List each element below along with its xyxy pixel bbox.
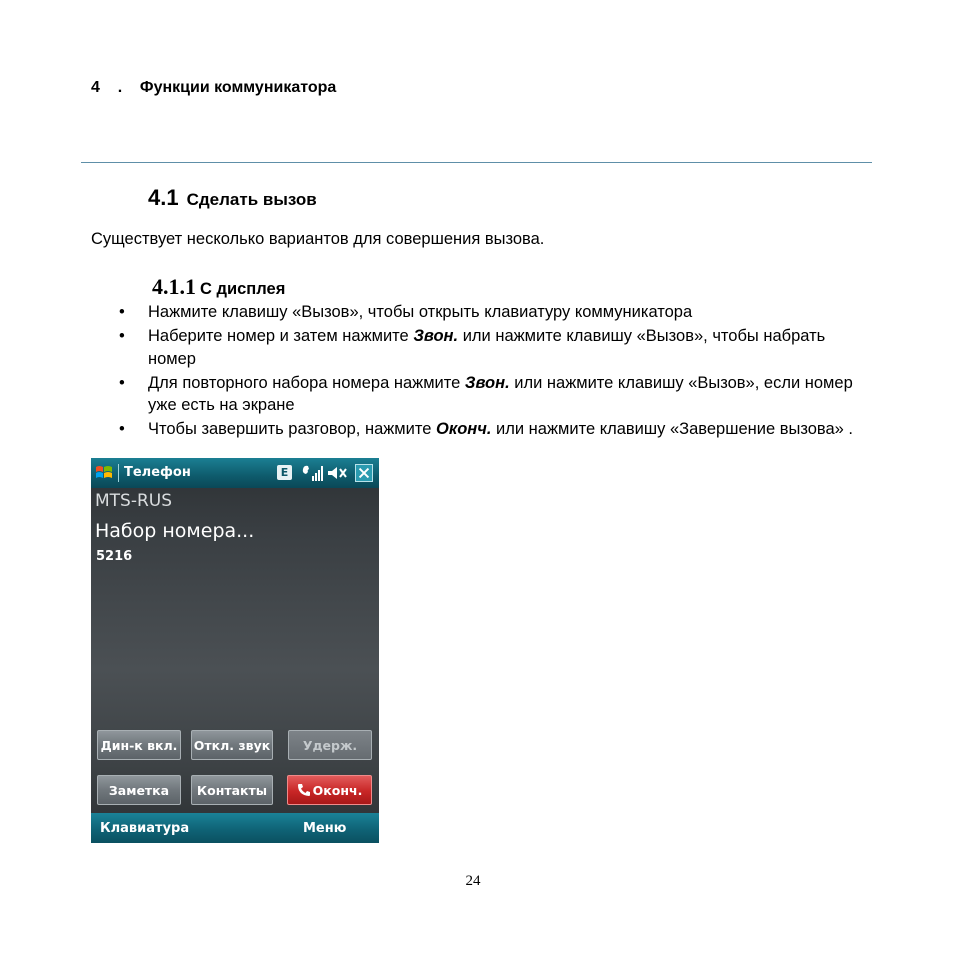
instruction-list [118,301,864,442]
section-title: Сделать вызов [186,190,317,209]
section-heading [148,185,317,211]
subsection-heading [152,274,285,300]
mute-button[interactable]: Откл. звук [191,730,273,760]
subsection-title: С дисплея [200,280,286,298]
phone-handset-icon [297,783,311,797]
emphasis-call: Звон. [464,373,510,392]
chapter-title: Функции коммуникатора [139,79,337,96]
emphasis-call: Звон. [413,327,459,345]
speaker-button[interactable]: Дин-к вкл. [97,730,181,760]
dialed-number: 5216 [96,549,133,564]
list-item: • Чтобы завершить разговор, нажмите Оконч. или нажмите клавишу «Завершение вызова» . [118,418,864,441]
title-separator [118,464,119,482]
end-call-label: Оконч. [312,783,363,798]
chapter-number: 4 [91,79,100,96]
emphasis-end: Оконч. [436,420,492,438]
close-icon[interactable] [355,464,373,482]
contacts-button[interactable]: Контакты [191,775,273,805]
volume-muted-icon[interactable] [326,464,348,482]
list-item: • Для повторного набора номера нажмите Звон. или нажмите клавишу «Вызов», если номер уже есть на экране [118,372,864,417]
softkey-bar [91,813,379,843]
note-button[interactable]: Заметка [97,775,181,805]
app-title: Телефон [124,465,191,480]
network-edge-indicator[interactable]: E [277,465,292,480]
phone-screenshot [91,458,379,843]
list-item: • Наберите номер и затем нажмите Звон. или нажмите клавишу «Вызов», чтобы набрать номер [118,325,864,370]
chapter-dot: . [117,79,123,96]
operator-name: MTS-RUS [95,491,173,511]
list-item: • Нажмите клавишу «Вызов», чтобы открыть клавиатуру коммуникатора [118,301,864,324]
intro-paragraph: Существует несколько вариантов для совершения вызова. [91,230,545,248]
section-number: 4.1 [148,185,179,210]
subsection-number: 4.1.1 [152,274,196,299]
title-bar [91,458,379,488]
windows-start-icon[interactable] [94,463,114,483]
page-number: 24 [465,873,481,889]
signal-strength-icon[interactable] [301,463,323,483]
softkey-menu[interactable]: Меню [303,821,347,836]
section-divider [81,162,872,163]
call-status: Набор номера... [95,520,255,542]
hold-button[interactable]: Удерж. [288,730,372,760]
chapter-heading [91,79,336,97]
end-call-button[interactable] [287,775,372,805]
softkey-keypad[interactable]: Клавиатура [100,821,190,836]
